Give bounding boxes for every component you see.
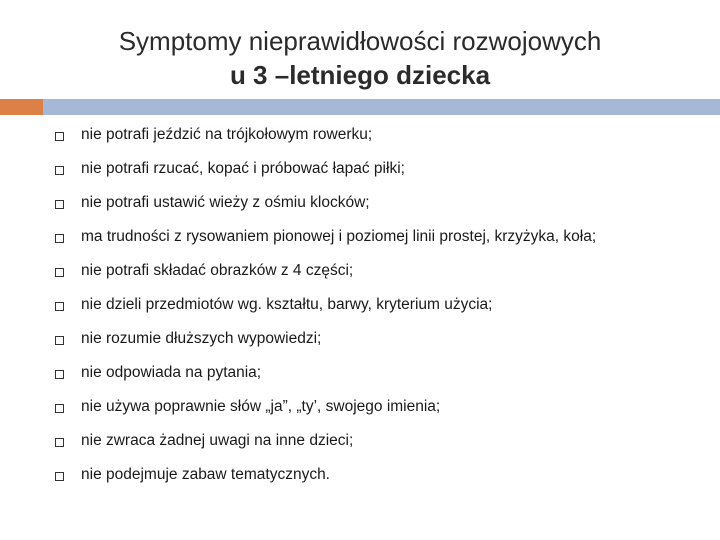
list-item-text: nie potrafi rzucać, kopać i próbować łapać piłki;: [81, 160, 405, 177]
checkbox-square-icon: [55, 336, 64, 345]
list-item: [55, 430, 695, 451]
list-item: [55, 328, 695, 349]
list-item-text: nie potrafi ustawić wieży z ośmiu klocków;: [81, 194, 370, 211]
list-item-text: ma trudności z rysowaniem pionowej i poziomej linii prostej, krzyżyka, koła;: [81, 228, 597, 245]
list-item-text: nie zwraca żadnej uwagi na inne dzieci;: [81, 432, 354, 449]
list-item: [55, 124, 695, 145]
list-item: [55, 396, 695, 417]
slide-title-line1: Symptomy nieprawidłowości rozwojowych: [118, 26, 602, 56]
checkbox-square-icon: [55, 370, 64, 379]
list-item-text: nie rozumie dłuższych wypowiedzi;: [81, 330, 322, 347]
checkbox-square-icon: [55, 302, 64, 311]
list-item: [55, 192, 695, 213]
list-item: [55, 362, 695, 383]
slide-title: [0, 24, 720, 92]
checkbox-square-icon: [55, 404, 64, 413]
slide-title-line2: u 3 –letniego dziecka: [229, 60, 491, 90]
list-item: [55, 464, 695, 485]
accent-bar: [0, 99, 43, 115]
list-item-text: nie dzieli przedmiotów wg. kształtu, barwy, kryterium użycia;: [81, 296, 493, 313]
checkbox-square-icon: [55, 200, 64, 209]
title-underline-bar: [43, 99, 720, 115]
checkbox-square-icon: [55, 166, 64, 175]
list-item-text: nie odpowiada na pytania;: [81, 364, 262, 381]
checkbox-square-icon: [55, 132, 64, 141]
list-item: [55, 294, 695, 315]
list-item: [55, 226, 695, 247]
checkbox-square-icon: [55, 234, 64, 243]
checkbox-square-icon: [55, 472, 64, 481]
symptom-list: [55, 124, 695, 498]
checkbox-square-icon: [55, 438, 64, 447]
list-item: [55, 260, 695, 281]
list-item-text: nie potrafi jeździć na trójkołowym rowerku;: [81, 126, 373, 143]
list-item-text: nie potrafi składać obrazków z 4 części;: [81, 262, 354, 279]
list-item-text: nie używa poprawnie słów „ja”, „ty’, swojego imienia;: [81, 398, 441, 415]
list-item-text: nie podejmuje zabaw tematycznych.: [81, 466, 330, 483]
list-item: [55, 158, 695, 179]
checkbox-square-icon: [55, 268, 64, 277]
